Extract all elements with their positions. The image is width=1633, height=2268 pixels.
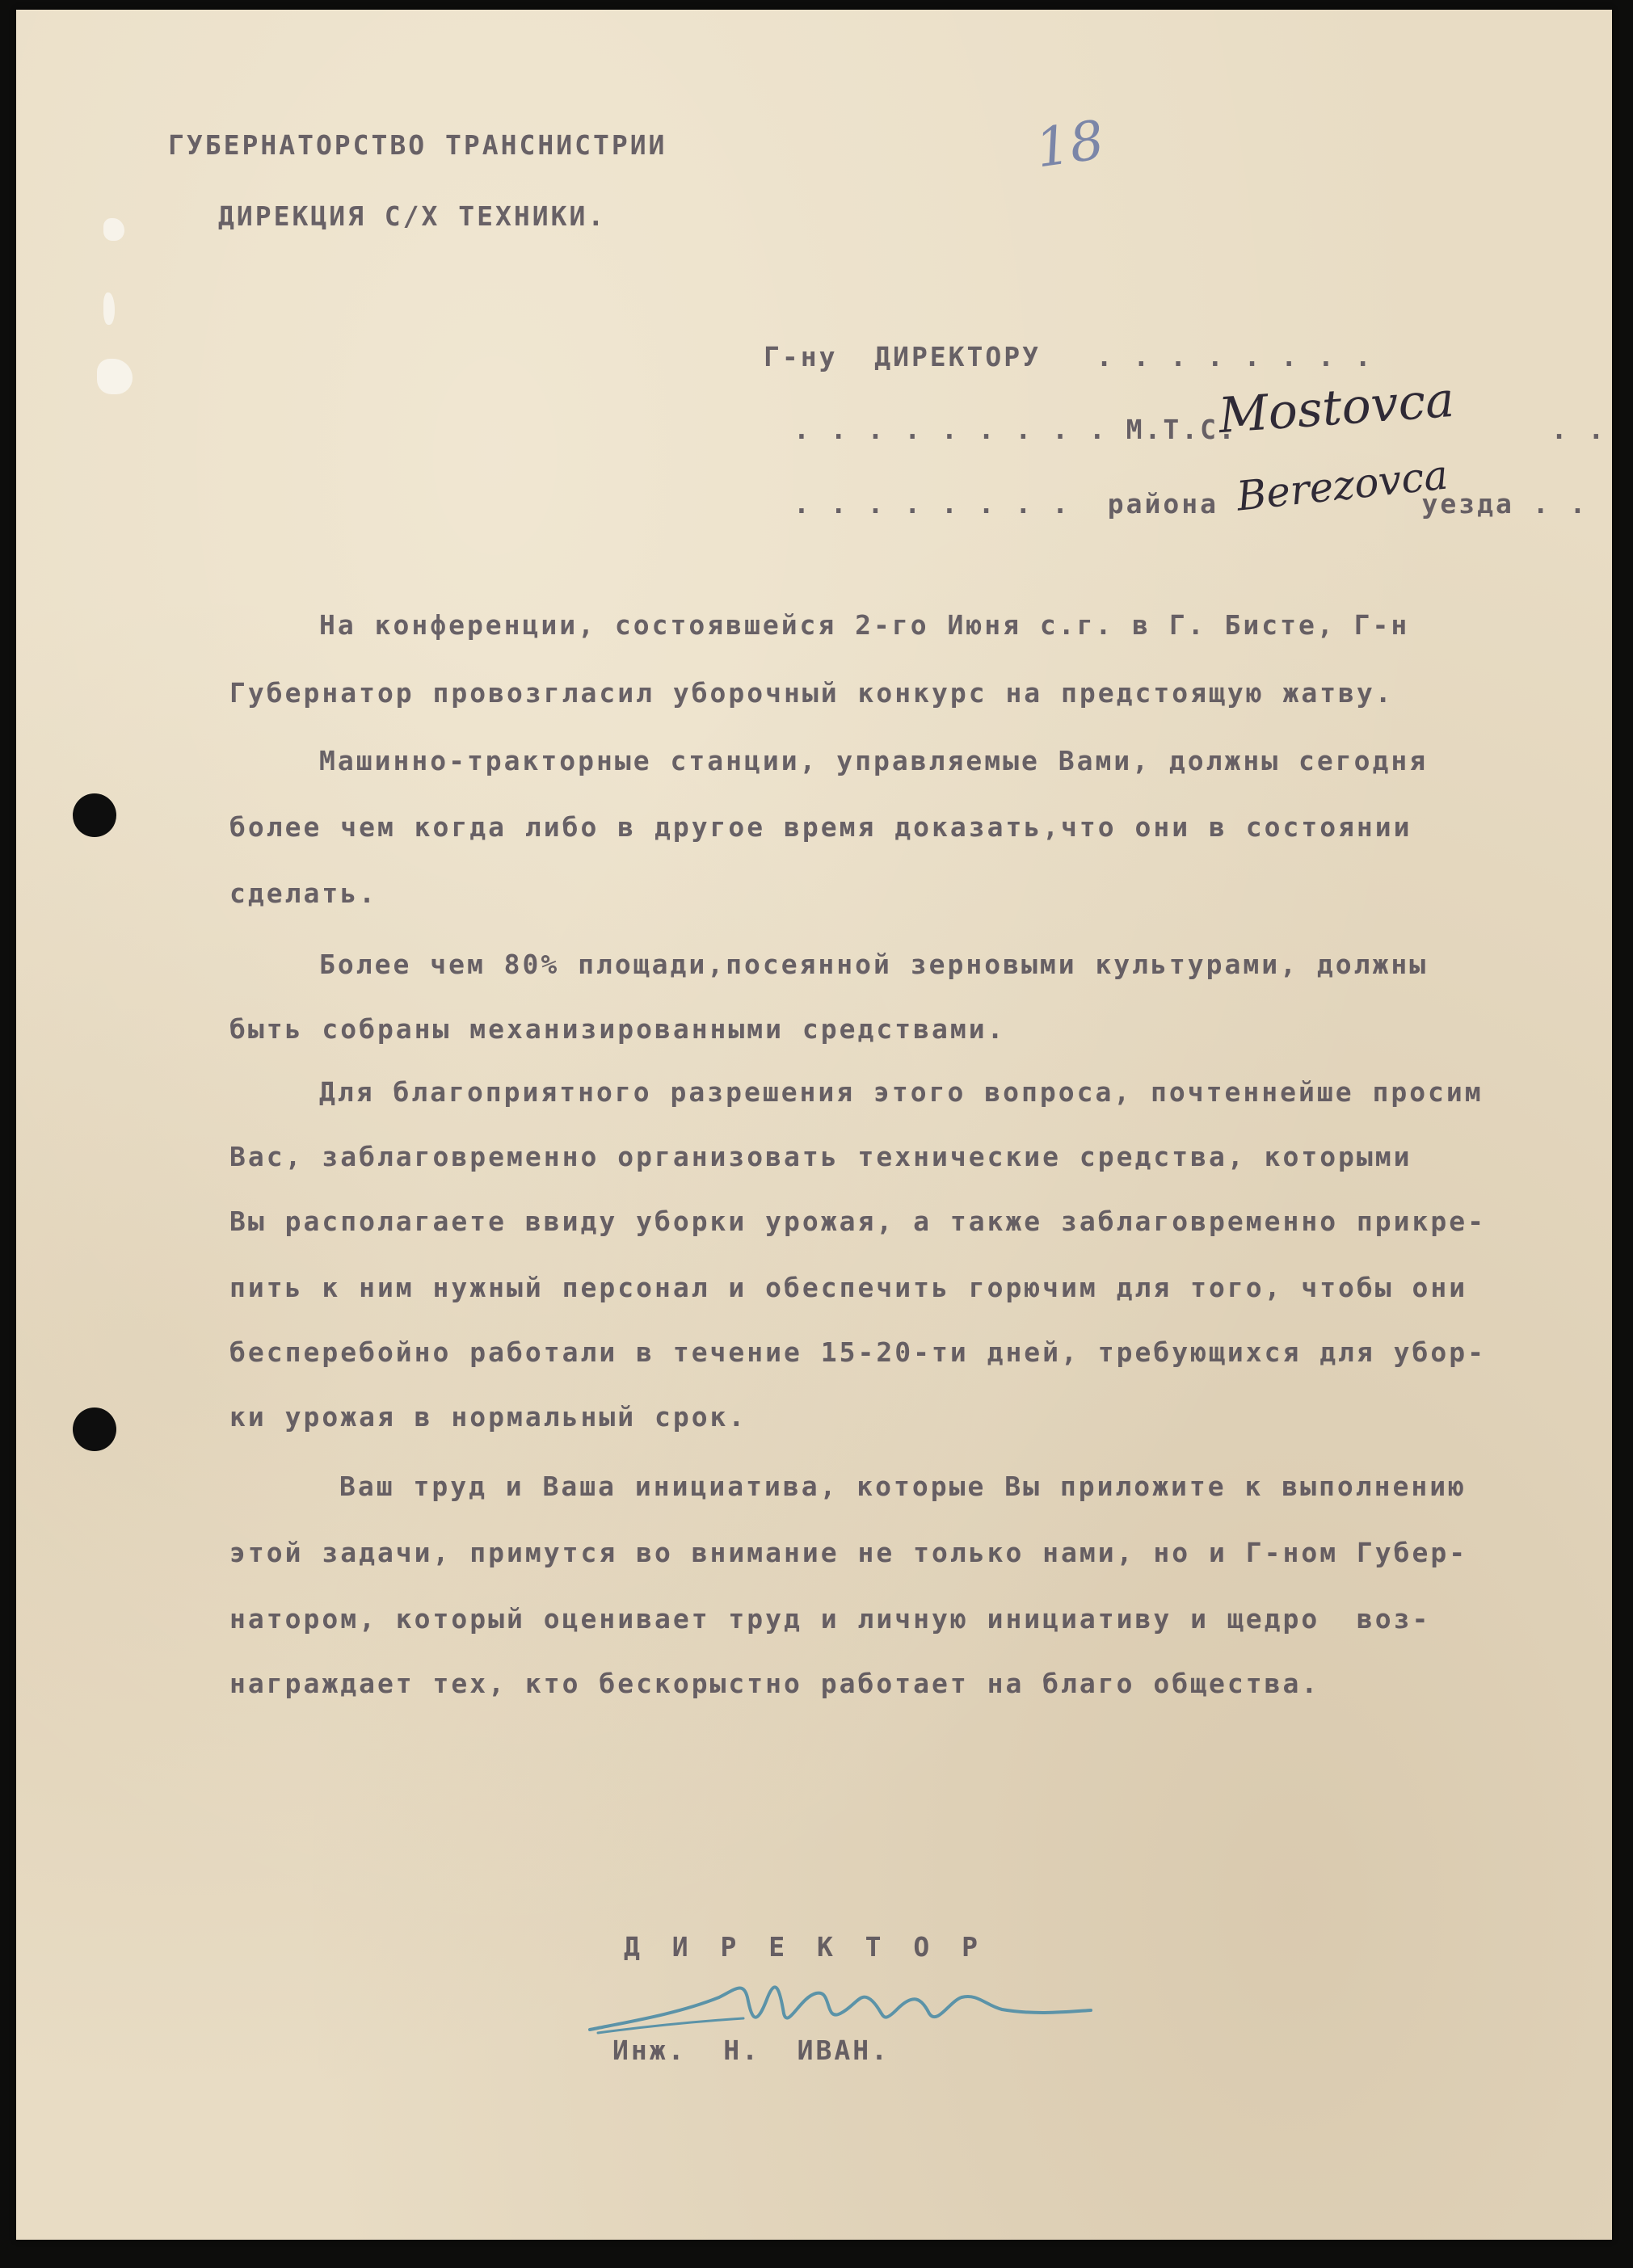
letterhead-line-1: ГУБЕРНАТОРСТВО ТРАНСНИСТРИИ [168,129,667,161]
body-line: Вас, заблаговременно организовать технические средства, которыми [229,1141,1412,1172]
county-label: уезда . . [1421,488,1589,520]
district-label: района [1107,488,1218,520]
address-dots: . . . . . . . . [793,488,1071,520]
address-dots: . . [1551,414,1607,445]
address-recipient-label: Г-ну ДИРЕКТОРУ [764,341,1042,372]
page-number: 18 [1032,108,1108,180]
address-recipient [764,341,1374,372]
body-line: Вы располагаете ввиду уборки урожая, а также заблаговременно прикре- [229,1206,1487,1237]
signature-title: Д И Р Е К Т О Р [624,1931,987,1963]
body-line: Более чем 80% площади,посеянной зерновыми культурами, должны [319,949,1429,980]
address-dots: . . . . . . . . . [793,414,1108,445]
address-district-line [793,488,1588,520]
body-line: быть собраны механизированными средствами. [229,1013,1006,1045]
body-line: этой задачи, примутся во внимание не только нами, но и Г-ном Губер- [229,1537,1468,1568]
district-handwritten-name: Berezovca [1234,451,1450,520]
mts-label: М.Т.С. [1126,414,1237,445]
letterhead-line-2: ДИРЕКЦИЯ С/Х ТЕХНИКИ. [218,200,607,232]
paper-damage-mark [97,359,133,394]
body-line: пить к ним нужный персонал и обеспечить горючим для того, чтобы они [229,1272,1468,1303]
paper-damage-mark [103,218,124,241]
document-sheet [16,10,1612,2240]
mts-handwritten-name: Mostovca [1216,371,1456,445]
address-mts-line [793,414,1606,445]
address-dots: . . . . . . . . [1096,341,1374,372]
body-line: На конференции, состоявшейся 2-го Июня с.г. в Г. Бисте, Г-н [319,609,1410,641]
signatory-name: Инж. Н. ИВАН. [612,2034,890,2066]
body-line: ки урожая в нормальный срок. [229,1401,747,1433]
body-line: бесперебойно работали в течение 15-20-ти дней, требующихся для убор- [229,1336,1487,1368]
body-line: более чем когда либо в другое время доказать,что они в состоянии [229,811,1412,843]
paper-damage-mark [103,292,115,325]
punch-hole-bottom [73,1408,116,1451]
body-line: награждает тех, кто бескорыстно работает на благо общества. [229,1668,1320,1699]
body-line: сделать. [229,877,377,909]
body-line: Губернатор провозгласил уборочный конкурс на предстоящую жатву. [229,677,1394,709]
body-line: натором, который оценивает труд и личную инициативу и щедро воз- [229,1603,1431,1635]
body-line: Для благоприятного разрешения этого вопроса, почтеннейше просим [319,1076,1484,1108]
punch-hole-top [73,793,116,837]
body-line: Машинно-тракторные станции, управляемые Вами, должны сегодня [319,745,1429,776]
body-line: Ваш труд и Ваша инициатива, которые Вы приложите к выполнению [339,1471,1467,1502]
